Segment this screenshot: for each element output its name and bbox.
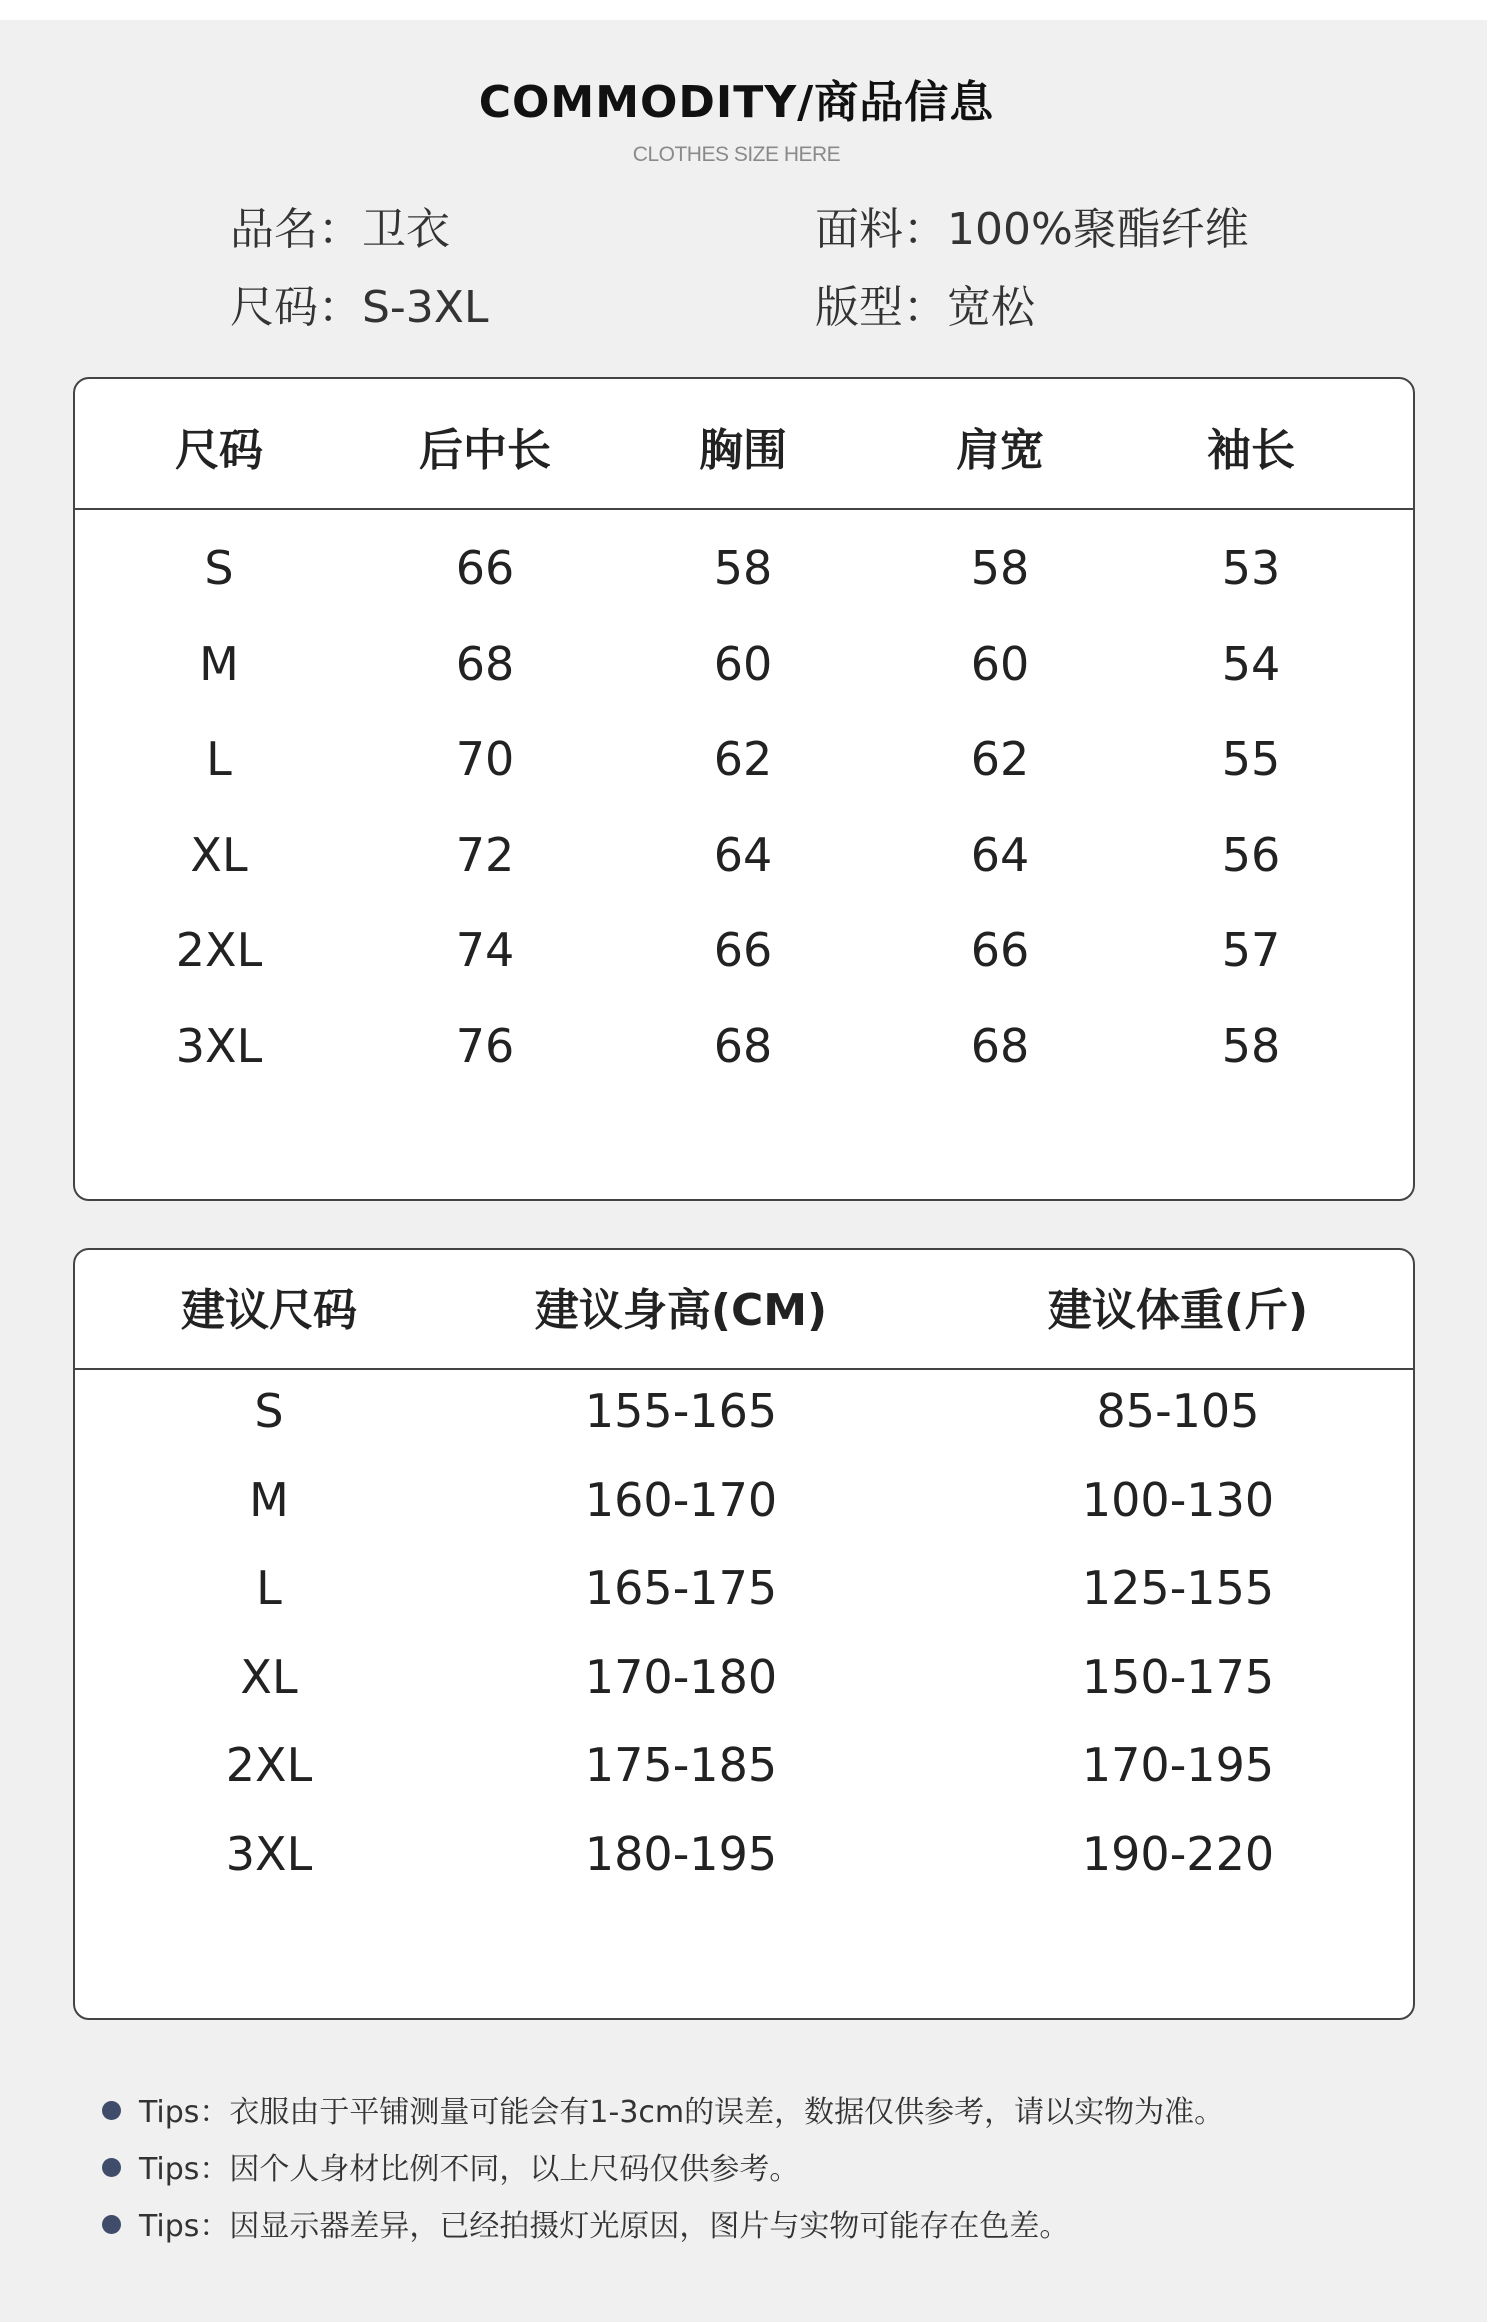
size-table-header-cell: 肩宽	[956, 425, 1044, 476]
size-table-cell: 55	[1221, 732, 1281, 786]
suggest-table-cell: L	[256, 1561, 282, 1616]
suggest-table-cell: M	[249, 1472, 289, 1527]
suggest-table-cell: 175-185	[584, 1738, 778, 1793]
suggest-table-cell: 165-175	[584, 1561, 778, 1616]
page-subtitle: CLOTHES SIZE HERE	[632, 143, 841, 166]
size-table-cell: 53	[1221, 541, 1281, 595]
suggest-table-header-cell: 建议身高(CM)	[534, 1285, 828, 1336]
size-table-cell: 62	[970, 732, 1030, 786]
suggest-table-header-cell: 建议尺码	[181, 1285, 357, 1336]
size-table-cell: 64	[713, 827, 773, 882]
size-table-cell: 60	[970, 636, 1030, 691]
size-table-cell: 68	[970, 1018, 1030, 1073]
tip-color-difference: Tips：因显示器差异，已经拍摄灯光原因，图片与实物可能存在色差。	[102, 2201, 1069, 2245]
size-table-cell: 68	[455, 636, 515, 691]
size-table-cell: 64	[970, 827, 1030, 882]
size-table-cell: 66	[455, 541, 515, 595]
size-table-cell: 3XL	[175, 1018, 263, 1073]
tip-body-proportion: Tips：因个人身材比例不同，以上尺码仅供参考。	[102, 2144, 799, 2188]
bullet-icon	[102, 2215, 121, 2234]
size-table-header-cell: 袖长	[1207, 425, 1295, 476]
size-table-cell: 2XL	[175, 923, 263, 977]
suggest-table-cell: 180-195	[584, 1827, 778, 1881]
size-table	[73, 377, 1415, 1201]
page-title: COMMODITY/商品信息	[478, 77, 995, 128]
size-table-cell: 70	[455, 732, 515, 786]
size-table-cell: L	[206, 732, 232, 786]
suggest-table-cell: 160-170	[584, 1472, 778, 1527]
product-fit: 版型：宽松	[815, 282, 1035, 333]
size-table-header-cell: 尺码	[175, 425, 263, 476]
size-table-cell: 57	[1221, 923, 1281, 977]
size-table-cell: 58	[1221, 1018, 1281, 1073]
size-table-cell: 58	[970, 541, 1030, 595]
suggest-size-table	[73, 1248, 1415, 2020]
tip-measurement-error: Tips：衣服由于平铺测量可能会有1-3cm的误差，数据仅供参考，请以实物为准。	[102, 2087, 1224, 2131]
table-divider	[75, 1368, 1413, 1370]
size-table-header-cell: 后中长	[419, 425, 551, 476]
bullet-icon	[102, 2158, 121, 2177]
product-fabric: 面料：100%聚酯纤维	[815, 204, 1249, 255]
size-table-cell: M	[199, 636, 239, 691]
suggest-table-cell: 190-220	[1081, 1827, 1275, 1881]
size-table-cell: 76	[455, 1018, 515, 1073]
size-table-cell: XL	[190, 827, 248, 882]
suggest-table-cell: 3XL	[225, 1827, 313, 1881]
table-divider	[75, 508, 1413, 510]
product-name: 品名：卫衣	[230, 204, 450, 255]
size-table-cell: 68	[713, 1018, 773, 1073]
size-table-cell: 54	[1221, 636, 1281, 691]
size-table-cell: 60	[713, 636, 773, 691]
suggest-table-cell: 2XL	[225, 1738, 313, 1793]
size-table-cell: 56	[1221, 827, 1281, 882]
suggest-table-cell: 170-195	[1081, 1738, 1275, 1793]
size-table-cell: 66	[713, 923, 773, 977]
suggest-table-header-cell: 建议体重(斤)	[1047, 1285, 1309, 1336]
size-table-header-cell: 胸围	[699, 425, 787, 476]
suggest-table-cell: 85-105	[1096, 1384, 1260, 1438]
suggest-table-cell: 100-130	[1081, 1472, 1275, 1527]
size-table-cell: 58	[713, 541, 773, 595]
suggest-table-cell: 125-155	[1081, 1561, 1275, 1616]
size-table-cell: 66	[970, 923, 1030, 977]
size-table-cell: 72	[455, 827, 515, 882]
suggest-table-cell: XL	[240, 1649, 298, 1704]
size-table-cell: S	[204, 541, 234, 595]
suggest-table-cell: 170-180	[584, 1649, 778, 1704]
suggest-table-cell: S	[254, 1384, 284, 1438]
product-size-range: 尺码：S-3XL	[230, 282, 489, 333]
bullet-icon	[102, 2101, 121, 2120]
size-table-cell: 62	[713, 732, 773, 786]
suggest-table-cell: 150-175	[1081, 1649, 1275, 1704]
suggest-table-cell: 155-165	[584, 1384, 778, 1438]
size-table-cell: 74	[455, 923, 515, 977]
